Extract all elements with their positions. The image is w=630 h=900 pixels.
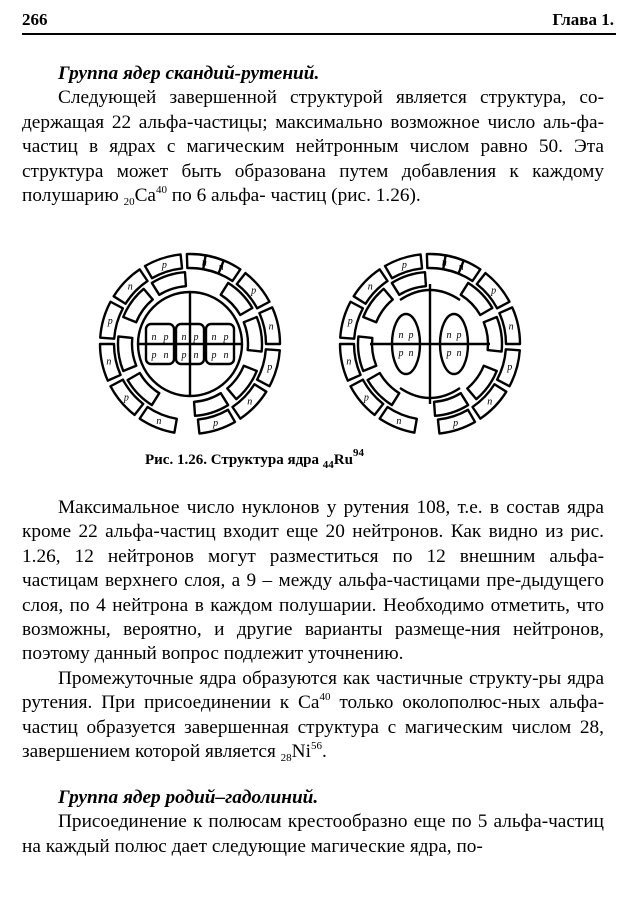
inner-alpha-particle — [244, 317, 262, 351]
caption-text: Рис. 1.26. Структура ядра — [145, 452, 323, 468]
inner-alpha-particle — [221, 283, 253, 315]
p1-text-b: по 6 альфа- частиц (рис. 1.26). — [166, 185, 421, 207]
paragraph-2: Максимальное число нуклонов у рутения 108, т.е. в состав ядра кроме 22 альфа-частиц входит еще 20 нейтронов. Как видно из рис. 1.26, 12 нейтронов могут разместиться по 12 внешним альфа-частицам верхнего слоя, а 9 – между альфа-частицами пре-дыдущего слоя, по 4 нейтрона в каждом полушарии. Необходимо отметить, что возможны, вероятно, и другие варианты размеще-ния нейтронов, поэтому данный вопрос подлежит уточнению. — [22, 497, 604, 665]
section1-paragraph — [22, 86, 604, 208]
proton-label: p — [251, 285, 257, 297]
proton-label: p — [398, 348, 404, 359]
inner-alpha-particle — [128, 373, 160, 405]
p3-text-a: Промежуточные ядра образуются как частичные структу-ры ядра рутения. При присоединении к Ca — [22, 667, 604, 714]
paragraph-3 — [22, 667, 604, 765]
neutron-label: n — [441, 257, 447, 269]
neutron-label: n — [193, 350, 199, 361]
neutron-label: n — [487, 396, 493, 408]
neutron-label: n — [223, 350, 229, 361]
paragraph-4: Присоединение к полюсам крестообразно еще по 5 альфа-частиц на каждый полюс дает следующие магические ядра, по- — [22, 811, 604, 857]
inner-alpha-particle — [484, 317, 502, 351]
proton-label: p — [223, 332, 229, 343]
proton-label: p — [211, 350, 217, 361]
figure-caption — [145, 447, 364, 471]
inner-alpha-particle — [358, 336, 376, 370]
neutron-label: n — [508, 321, 514, 333]
diagram-right — [340, 254, 520, 434]
body-block — [22, 496, 604, 764]
p3-text-b: только околополюс-ных альфа-частиц образуется завершенная структура с магическим числом 28, завершением которой является — [22, 692, 604, 763]
neutron-label: n — [201, 257, 207, 269]
proton-label: p — [408, 330, 414, 341]
inner-alpha-particle — [461, 283, 493, 315]
neutron-label: n — [218, 262, 224, 274]
inner-alpha-particle — [118, 336, 136, 370]
neutron-label: n — [456, 348, 462, 359]
neutron-label: n — [367, 281, 373, 293]
section2-block — [22, 786, 604, 859]
p3-element: Ni — [291, 741, 311, 763]
p1-superscript: 40 — [155, 184, 167, 197]
neutron-label: n — [247, 396, 253, 408]
proton-label: p — [193, 332, 199, 343]
p3-superscript-2: 56 — [310, 740, 322, 753]
neutron-label: n — [408, 348, 414, 359]
proton-label: p — [507, 361, 513, 373]
proton-label: p — [363, 392, 369, 404]
inner-alpha-particle — [467, 366, 496, 399]
proton-label: p — [453, 417, 459, 429]
section1-heading-block — [22, 62, 604, 208]
section1-heading: Группа ядер скандий-рутений. — [58, 63, 320, 84]
chapter-title: Глава 1. — [552, 10, 614, 29]
neutron-label: n — [156, 415, 162, 427]
header-rule — [22, 33, 616, 35]
proton-label: p — [213, 417, 219, 429]
proton-label: p — [446, 348, 452, 359]
p3-superscript-1: 40 — [319, 691, 331, 704]
neutron-label: n — [398, 330, 404, 341]
neutron-label: n — [458, 262, 464, 274]
proton-label: p — [161, 260, 167, 272]
neutron-label: n — [181, 332, 187, 343]
proton-label: p — [123, 392, 129, 404]
neutron-label: n — [163, 350, 169, 361]
p3-text-c: . — [321, 741, 327, 763]
section2-heading: Группа ядер родий–гадолиний. — [58, 787, 319, 808]
neutron-label: n — [446, 330, 452, 341]
neutron-label: n — [127, 281, 133, 293]
caption-element: Ru — [333, 452, 353, 468]
inner-alpha-particle — [363, 289, 392, 322]
neutron-label: n — [346, 356, 352, 368]
neutron-label: n — [396, 415, 402, 427]
p1-subscript: 20 — [123, 196, 135, 209]
diagram-left — [100, 254, 280, 434]
inner-alpha-particle — [123, 289, 152, 322]
proton-label: p — [163, 332, 169, 343]
caption-subscript: 44 — [322, 459, 334, 471]
proton-label: p — [267, 361, 273, 373]
figure-ru-structure — [106, 252, 540, 442]
proton-label: p — [181, 350, 187, 361]
proton-label: p — [107, 316, 113, 328]
proton-label: p — [347, 316, 353, 328]
page-number: 266 — [22, 10, 48, 29]
neutron-label: n — [211, 332, 217, 343]
inner-alpha-particle — [368, 373, 400, 405]
neutron-label: n — [106, 356, 112, 368]
proton-label: p — [151, 350, 157, 361]
p3-subscript: 28 — [280, 752, 292, 765]
neutron-label: n — [268, 321, 274, 333]
inner-alpha-particle — [227, 366, 256, 399]
proton-label: p — [401, 260, 407, 272]
proton-label: p — [491, 285, 497, 297]
neutron-label: n — [151, 332, 157, 343]
proton-label: p — [456, 330, 462, 341]
p1-element: Ca — [134, 185, 156, 207]
p1-text-a: Следующей завершенной структурой является структура, со-держащая 22 альфа-частицы; максимально возможное число аль-фа-частиц в ядрах с магическим нейтронным числом равно 50. Эта структура может быть образована путем добавления к каждому полушарию — [22, 87, 604, 207]
caption-superscript: 94 — [352, 447, 364, 459]
